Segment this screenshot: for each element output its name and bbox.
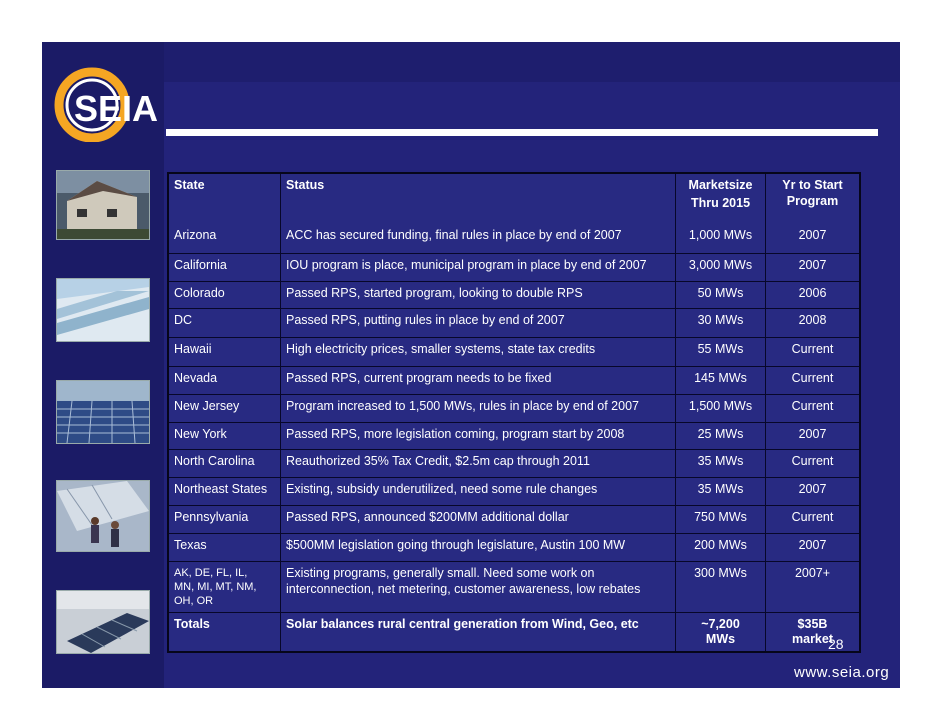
state-programs-table bbox=[167, 172, 861, 653]
table-header-row bbox=[169, 174, 859, 224]
cell-marketsize: 35 MWs bbox=[675, 450, 765, 477]
cell-state: Hawaii bbox=[174, 342, 212, 356]
cell-state: North Carolina bbox=[174, 454, 255, 468]
cell-year: Current bbox=[765, 338, 859, 366]
cell-state: Colorado bbox=[174, 286, 225, 300]
footer-url: www.seia.org bbox=[794, 664, 890, 681]
cell-marketsize: 3,000 MWs bbox=[675, 254, 765, 281]
cell-status: Passed RPS, announced $200MM additional dollar bbox=[280, 506, 675, 533]
table-row bbox=[169, 366, 859, 394]
house-photo bbox=[56, 170, 150, 240]
table-row bbox=[169, 253, 859, 281]
table-row-totals bbox=[169, 612, 859, 651]
cell-marketsize: 30 MWs bbox=[675, 309, 765, 337]
cell-status: $500MM legislation going through legislature, Austin 100 MW bbox=[280, 534, 675, 561]
cell-status: Passed RPS, putting rules in place by end of 2007 bbox=[280, 309, 675, 337]
totals-year-line2: market bbox=[792, 632, 833, 646]
cell-marketsize: 55 MWs bbox=[675, 338, 765, 366]
cell-status: Passed RPS, started program, looking to double RPS bbox=[280, 282, 675, 308]
other-status-cell bbox=[280, 562, 675, 612]
other-states-line1: AK, DE, FL, IL, bbox=[174, 567, 248, 579]
other-states-cell bbox=[169, 562, 280, 612]
cell-state: New Jersey bbox=[174, 399, 240, 413]
cell-year: Current bbox=[765, 367, 859, 394]
totals-market bbox=[675, 613, 765, 651]
header-marketsize-line1: Marketsize bbox=[688, 178, 753, 192]
header-year-line2: Program bbox=[786, 194, 839, 208]
cell-status: ACC has secured funding, final rules in place by end of 2007 bbox=[280, 224, 675, 253]
cell-state: New York bbox=[174, 427, 227, 441]
cell-status: IOU program is place, municipal program in place by end of 2007 bbox=[280, 254, 675, 281]
solar-array-photo bbox=[56, 380, 150, 444]
header-band bbox=[42, 42, 900, 82]
cell-marketsize: 750 MWs bbox=[675, 506, 765, 533]
cell-state: California bbox=[174, 258, 227, 272]
seia-logo bbox=[52, 60, 162, 142]
table-row bbox=[169, 505, 859, 533]
rooftop-collector-photo bbox=[56, 590, 150, 654]
cell-status: Passed RPS, more legislation coming, program start by 2008 bbox=[280, 423, 675, 449]
table-row bbox=[169, 281, 859, 308]
table-row bbox=[169, 533, 859, 561]
cell-marketsize: 1,500 MWs bbox=[675, 395, 765, 422]
table-row bbox=[169, 477, 859, 505]
other-status-line1: Existing programs, generally small. Need some work on bbox=[286, 566, 595, 580]
slide bbox=[42, 42, 900, 688]
table-row-other-states bbox=[169, 561, 859, 612]
other-states-line3: OH, OR bbox=[174, 595, 214, 607]
cell-year: 2007 bbox=[765, 423, 859, 449]
cell-marketsize: 1,000 MWs bbox=[675, 224, 765, 253]
cell-marketsize: 35 MWs bbox=[675, 478, 765, 505]
header-status: Status bbox=[280, 174, 675, 224]
totals-market-line2: MWs bbox=[705, 632, 736, 646]
cell-marketsize: 50 MWs bbox=[675, 282, 765, 308]
other-status-line2: interconnection, net metering, customer awareness, low rebates bbox=[286, 582, 641, 596]
table-row bbox=[169, 224, 859, 253]
table-row bbox=[169, 449, 859, 477]
table-row bbox=[169, 422, 859, 449]
cell-state: Arizona bbox=[174, 228, 217, 242]
cell-year: Current bbox=[765, 506, 859, 533]
title-rule bbox=[166, 129, 878, 136]
cell-marketsize: 200 MWs bbox=[675, 534, 765, 561]
cell-state: Northeast States bbox=[174, 482, 268, 496]
table-body bbox=[169, 224, 859, 561]
cell-status: Existing, subsidy underutilized, need some rule changes bbox=[280, 478, 675, 505]
table-row bbox=[169, 394, 859, 422]
cell-status: High electricity prices, smaller systems, state tax credits bbox=[280, 338, 675, 366]
header-marketsize bbox=[675, 174, 765, 224]
header-marketsize-line2: Thru 2015 bbox=[690, 196, 751, 210]
totals-status: Solar balances rural central generation from Wind, Geo, etc bbox=[280, 613, 675, 651]
cell-state: DC bbox=[174, 313, 193, 327]
trough-photo bbox=[56, 278, 150, 342]
logo-text: SEIA bbox=[74, 88, 159, 129]
header-state: State bbox=[174, 178, 205, 192]
header-year-line1: Yr to Start bbox=[782, 178, 843, 192]
cell-state: Pennsylvania bbox=[174, 510, 249, 524]
cell-status: Reauthorized 35% Tax Credit, $2.5m cap through 2011 bbox=[280, 450, 675, 477]
cell-year: 2008 bbox=[765, 309, 859, 337]
totals-market-line1: ~7,200 bbox=[701, 617, 740, 631]
totals-year-line1: $35B bbox=[797, 617, 828, 631]
cell-year: Current bbox=[765, 395, 859, 422]
cell-status: Program increased to 1,500 MWs, rules in place by end of 2007 bbox=[280, 395, 675, 422]
installers-photo bbox=[56, 480, 150, 552]
cell-year: Current bbox=[765, 450, 859, 477]
cell-year: 2007 bbox=[765, 224, 859, 253]
cell-year: 2007 bbox=[765, 478, 859, 505]
cell-year: 2006 bbox=[765, 282, 859, 308]
cell-state: Nevada bbox=[174, 371, 218, 385]
totals-year bbox=[765, 613, 859, 651]
totals-label: Totals bbox=[174, 617, 210, 631]
table-row bbox=[169, 337, 859, 366]
other-year-cell: 2007+ bbox=[765, 562, 859, 612]
other-states-line2: MN, MI, MT, NM, bbox=[174, 581, 257, 593]
cell-marketsize: 145 MWs bbox=[675, 367, 765, 394]
table-row bbox=[169, 308, 859, 337]
cell-year: 2007 bbox=[765, 534, 859, 561]
header-year bbox=[765, 174, 859, 224]
cell-state: Texas bbox=[174, 538, 207, 552]
cell-marketsize: 25 MWs bbox=[675, 423, 765, 449]
page-number: 28 bbox=[828, 636, 844, 652]
cell-status: Passed RPS, current program needs to be fixed bbox=[280, 367, 675, 394]
other-market-cell: 300 MWs bbox=[675, 562, 765, 612]
cell-year: 2007 bbox=[765, 254, 859, 281]
